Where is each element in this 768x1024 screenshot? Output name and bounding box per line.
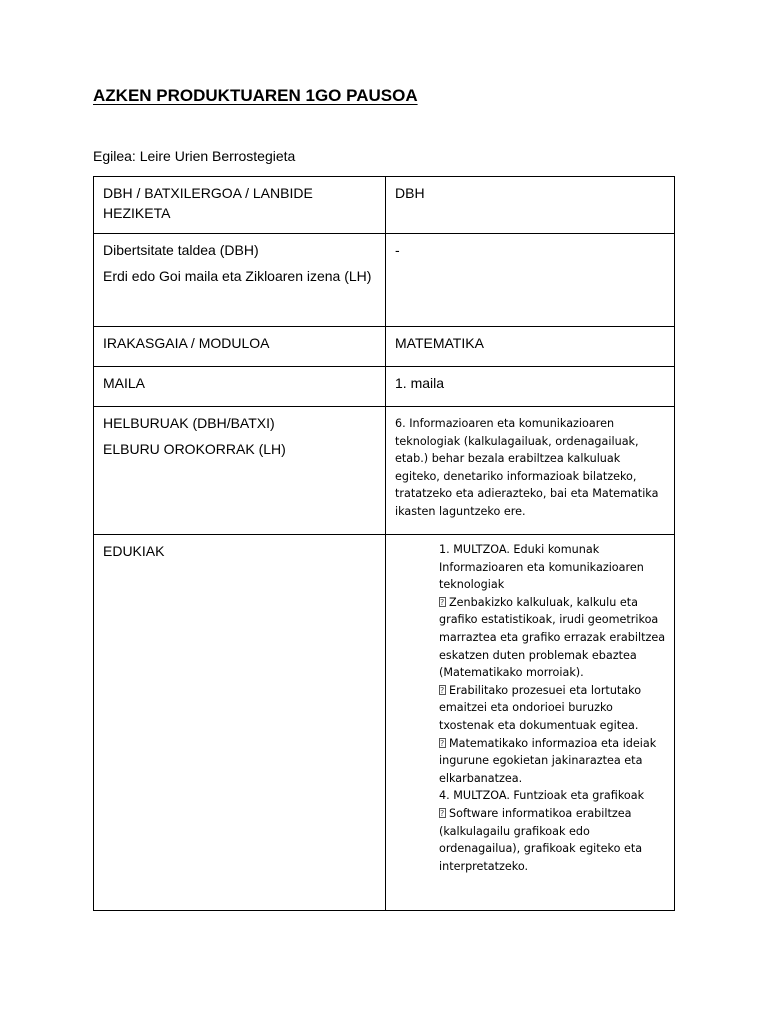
list-item (439, 735, 666, 788)
author-line: Egilea: Leire Urien Berrostegieta (93, 148, 296, 164)
bullet-placeholder-icon (439, 685, 446, 695)
table-row (94, 327, 675, 367)
value-text: 1. maila (395, 375, 445, 391)
row-label (94, 177, 386, 234)
label-line: Erdi edo Goi maila eta Zikloaren izena (LH) (103, 268, 372, 284)
row-label (94, 327, 386, 367)
row-value (386, 407, 675, 535)
document-title: AZKEN PRODUKTUAREN 1GO PAUSOA (93, 86, 418, 105)
list-item (439, 682, 666, 735)
bullet-placeholder-icon (439, 738, 446, 748)
value-text: DBH (395, 185, 425, 201)
list-item-text: Erabilitako prozesuei eta lortutako emaitzei eta ondorioei buruzko txostenak eta dokumentuak egitea. (439, 683, 642, 732)
row-label (94, 407, 386, 535)
value-text: MATEMATIKA (395, 335, 484, 351)
row-value (386, 327, 675, 367)
list-item-text: Matematikako informazioa eta ideiak ingurune egokietan jakinaraztea eta elkarbanatzea. (439, 736, 657, 785)
list-item (439, 805, 666, 875)
label-line: DBH / BATXILERGOA / LANBIDE HEZIKETA (103, 185, 313, 221)
label-line: MAILA (103, 375, 146, 391)
table-row (94, 407, 675, 535)
row-value (386, 367, 675, 407)
list-item (439, 594, 666, 682)
value-text: - (395, 242, 400, 258)
label-line: ELBURU OROKORRAK (LH) (103, 441, 286, 457)
objective-text: 6. Informazioaren eta komunikazioaren teknologiak (kalkulagailuak, ordenagailuak, etab.) behar bezala erabiltzea kalkuluak egiteko, denetariko informazioak bilatzeko, tratatzeko eta adierazteko, bai eta Matematika ikasten laguntzeko ere. (395, 417, 659, 518)
label-line: Dibertsitate taldea (DBH) (103, 242, 259, 258)
contents-list (439, 541, 666, 875)
bullet-placeholder-icon (439, 597, 446, 607)
list-item-text: Zenbakizko kalkuluak, kalkulu eta grafiko estatistikoak, irudi geometrikoa marraztea eta grafiko errazak erabiltzea eskatzen duten problemak ebaztea (Matematikako morroiak). (439, 595, 666, 680)
label-line: IRAKASGAIA / MODULOA (103, 335, 270, 351)
info-table (93, 176, 675, 911)
block-subheading: Informazioaren eta komunikazioaren teknologiak (439, 560, 644, 592)
block-heading: 4. MULTZOA. Funtzioak eta grafikoak (439, 789, 645, 803)
block-heading: 1. MULTZOA. Eduki komunak (439, 543, 600, 556)
row-label (94, 234, 386, 327)
table-row (94, 535, 675, 911)
row-value (386, 177, 675, 234)
row-value (386, 234, 675, 327)
table-row (94, 177, 675, 234)
row-value (386, 535, 675, 911)
bullet-placeholder-icon (439, 808, 446, 818)
row-label (94, 535, 386, 911)
label-line: HELBURUAK (DBH/BATXI) (103, 415, 275, 431)
label-line: EDUKIAK (103, 543, 165, 559)
table-row (94, 367, 675, 407)
list-item-text: Software informatikoa erabiltzea (kalkulagailu grafikoak edo ordenagailua), grafikoak egiteko eta interpretatzeko. (439, 806, 643, 873)
row-label (94, 367, 386, 407)
table-row (94, 234, 675, 327)
